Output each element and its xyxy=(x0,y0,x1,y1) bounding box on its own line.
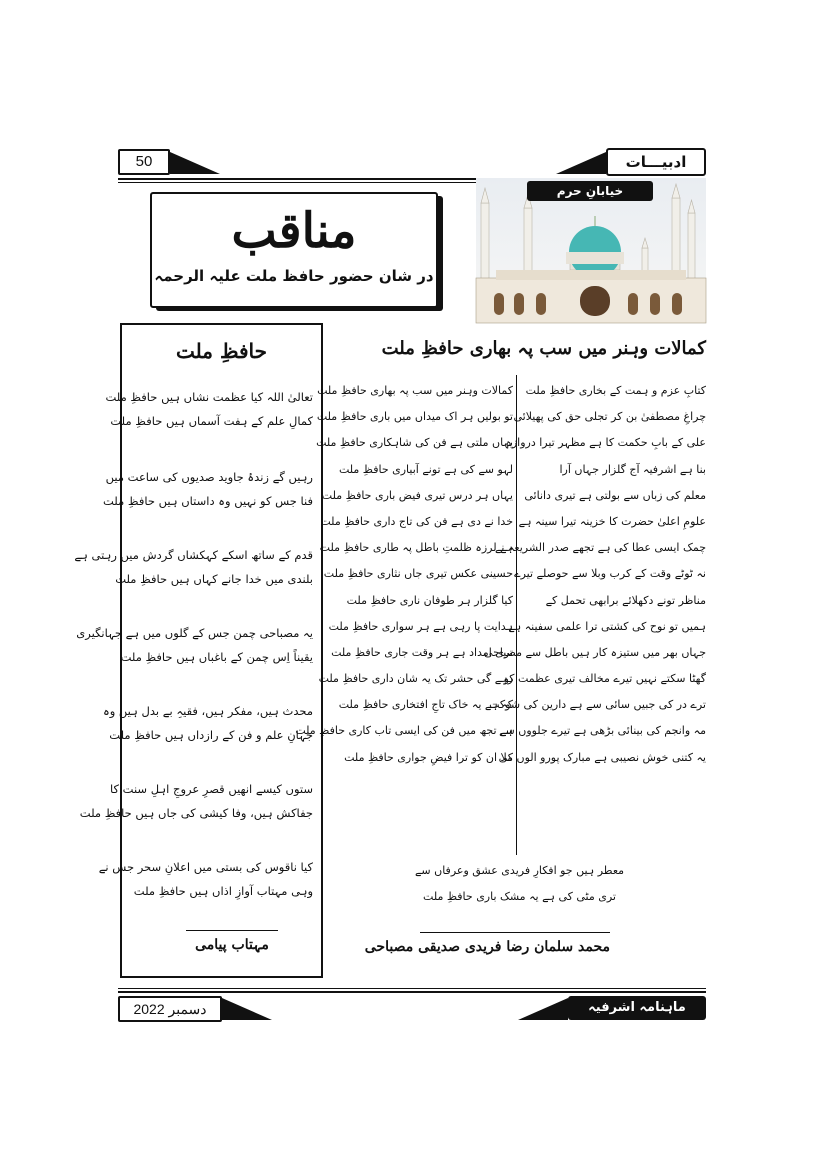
verse-line: علومِ اعلیٰ حضرت کا خزینہ تیرا سینہ ہے xyxy=(518,514,706,528)
verse-line: معلم کی زباں سے بولتی ہے تیری دانائی xyxy=(524,488,706,502)
verse-line: ترے در کی جبیں سائی سے ہے دارین کی شوکت xyxy=(489,698,706,712)
verse-line: تعالیٰ اللہ کیا عظمت نشاں ہیں حافظِ ملت xyxy=(105,390,313,404)
verse-line: تری امداد ہے ہر وقت جاری حافظِ ملت xyxy=(331,645,513,659)
verse-line: کیا گلزار ہر طوفان ناری حافظِ ملت xyxy=(346,593,513,607)
verse-line: لہو سے کی ہے تونے آبیاری حافظِ ملت xyxy=(338,462,513,476)
magazine-name: ماہنامہ اشرفیہ xyxy=(568,996,706,1020)
verse-line: بلندی میں خدا جانے کہاں ہیں حافظِ ملت xyxy=(115,572,313,586)
verse-line: گھٹا سکتے نہیں تیرے مخالف تیری عظمت کو xyxy=(503,672,706,686)
verse-line: تری مٹی کی ہے یہ مشک باری حافظِ ملت xyxy=(423,890,616,903)
poem-column-right xyxy=(483,378,706,771)
verse-line: حسینی عکس تیری جاں نثاری حافظِ ملت xyxy=(323,567,513,581)
verse-line: یہاں ملتی ہے فن کی شاہکاری حافظِ ملت xyxy=(316,436,513,450)
poet-name: مہتاب پیامی xyxy=(186,930,278,953)
verse-line: فنا جس کو نہیں وہ داستاں ہیں حافظِ ملت xyxy=(103,494,313,508)
verse-line: مہ وانجم کی بینائی بڑھی ہے تیرے جلووں سے xyxy=(499,724,706,738)
verse-line: یہ مصباحی چمن جس کے گلوں میں ہے جہانگیری xyxy=(76,626,313,640)
verse-line: رہے گی حشر تک یہ شان داری حافظِ ملت xyxy=(318,672,513,686)
couplet xyxy=(103,465,313,513)
verse-line: چراغِ مصطفیٰ بن کر تجلی حق کی پھیلائی xyxy=(513,410,706,424)
verse-line: ہے لرزہ ظلمتِ باطل پہ طاری حافظِ ملت xyxy=(319,541,513,555)
verse-line: خدا نے دی ہے فن کی تاج داری حافظِ ملت xyxy=(320,514,513,528)
hafiz-e-millat-poem-box xyxy=(74,323,323,978)
main-poet-name: محمد سلمان رضا فریدی صدیقی مصباحی xyxy=(420,932,610,955)
couplet xyxy=(79,777,313,825)
header-left-wedge xyxy=(170,152,220,174)
verse-line: یہاں ہر درس تیری فیض باری حافظِ ملت xyxy=(321,488,513,502)
verse-line: تو بولیں ہر اک میداں میں باری حافظِ ملت xyxy=(316,410,513,424)
footer-left-wedge xyxy=(222,998,272,1020)
verse-line: کمالات وہنر میں سب پہ بھاری حافظِ ملت xyxy=(317,384,513,397)
couplet xyxy=(105,385,313,433)
verse-line: جفاکش ہیں، وفا کیشی کی جاں ہیں حافظِ ملت xyxy=(79,806,313,820)
verse-line: ستوں کیسے انھیں قصرِ عروجِ اہلِ سنت کا xyxy=(110,782,313,796)
issue-date: دسمبر 2022 xyxy=(118,996,222,1022)
verse-line: علی کے بابِ حکمت کا ہے مظہر تیرا دروازہ xyxy=(505,436,706,450)
verse-line: ہدایت پا رہی ہے ہر سواری حافظِ ملت xyxy=(328,619,513,633)
verse-line: وہی مہتاب آوازِ اذاں ہیں حافظِ ملت xyxy=(133,884,313,898)
verse-line: یہ کتنی خوش نصیبی ہے مبارک پورو الوں کی xyxy=(498,750,706,764)
title-box xyxy=(150,192,438,308)
footer-right-wedge xyxy=(518,998,568,1020)
verse-line: جہاں بھر میں ستیزہ کار ہیں باطل سے مصباحی xyxy=(483,645,706,659)
header-right-wedge xyxy=(556,152,606,174)
footer-rule xyxy=(118,991,706,993)
closing-couplet xyxy=(333,858,706,910)
verse-line: ہے تجھ میں فن کی ایسی تاب کاری حافظِ ملت xyxy=(295,724,513,738)
verse-line: ہمیں تو نوح کی کشتی ترا علمی سفینہ ہے xyxy=(508,619,706,633)
verse-line: قدم کے ساتھ اسکے کہکشاں گردش میں رہتی ہے xyxy=(74,548,313,562)
couplet xyxy=(74,543,313,591)
verse-line: معطر ہیں جو افکارِ فریدی عشق وعرفاں سے xyxy=(414,864,625,877)
verse-line: کہ ہے یہ خاک تاجِ افتخاری حافظِ ملت xyxy=(338,698,513,712)
couplet xyxy=(102,699,313,747)
verse-line: کمالِ علم کے ہفت آسماں ہیں حافظِ ملت xyxy=(110,414,313,428)
verse-line: یقیناً اِس چمن کے باغباں ہیں حافظِ ملت xyxy=(120,650,313,664)
verse-line: کیا ناقوس کی بستی میں اعلانِ سحر جس نے xyxy=(98,860,313,874)
footer-rule-thin xyxy=(118,988,706,989)
verse-line: جہانِ علم و فن کے رازداں ہیں حافظِ ملت xyxy=(109,728,313,742)
verse-line: کتابِ عزم و ہمت کے بخاری حافظِ ملت xyxy=(525,384,706,397)
verse-line: چمک ایسی عطا کی ہے تجھے صدر الشریعہ نے xyxy=(494,541,706,555)
verse-line: نہ ٹوٹے وقت کے کرب وبلا سے حوصلے تیرے xyxy=(514,567,706,581)
page-subtitle: در شان حضور حافظ ملت علیہ الرحمہ xyxy=(154,267,434,285)
couplet xyxy=(98,855,313,903)
page-number: 50 xyxy=(118,149,170,175)
main-poem-title: کمالات وہنر میں سب پہ بھاری حافظِ ملت xyxy=(381,338,706,359)
poem-box-title: حافظِ ملت xyxy=(176,339,267,363)
verse-line: بنا ہے اشرفیہ آج گلزار جہاں آرا xyxy=(559,462,706,476)
poem-column-left xyxy=(295,378,513,771)
verse-line: ملا ان کو ترا فیضِ جواری حافظِ ملت xyxy=(344,750,513,764)
verse-line: محدث ہیں، مفکر ہیں، فقیہِ بے بدل ہیں وہ xyxy=(102,704,313,718)
section-title: ادبیـــات xyxy=(606,148,706,176)
page-title: مناقب xyxy=(231,203,357,259)
verse-line: رہیں گے زندۂ جاوید صدیوں کی ساعت میں xyxy=(105,470,313,484)
picture-label: خیابانِ حرم xyxy=(527,181,653,201)
couplet xyxy=(76,621,313,669)
verse-line: مناظر تونے دکھلائے برابھی تحمل کے xyxy=(545,593,706,607)
